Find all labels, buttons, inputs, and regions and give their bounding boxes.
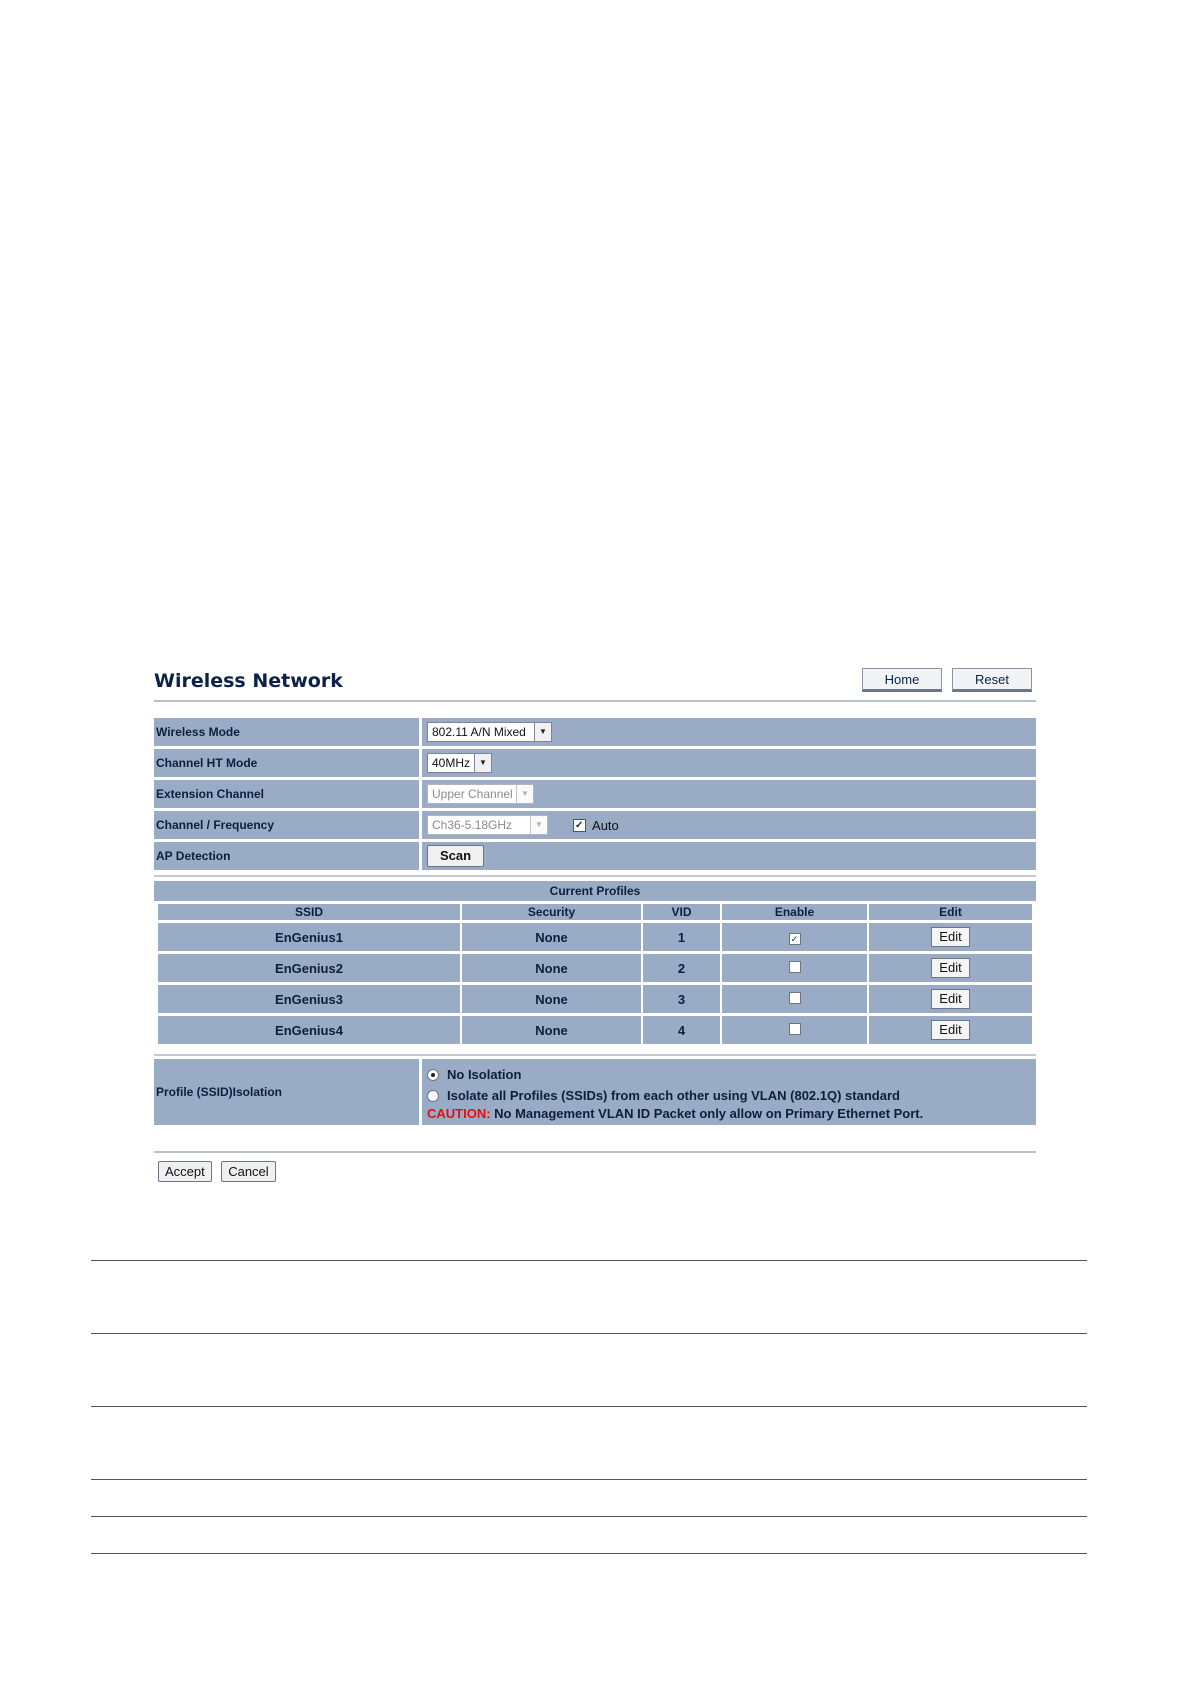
isolate-profiles-label: Isolate all Profiles (SSIDs) from each other using VLAN (802.1Q) standard: [447, 1088, 900, 1103]
divider: [154, 1151, 1036, 1153]
isolation-row: [154, 1059, 1036, 1125]
vid-cell: 1: [643, 920, 722, 951]
cancel-button[interactable]: Cancel: [221, 1161, 275, 1182]
isolation-label: Profile (SSID)Isolation: [154, 1059, 422, 1125]
ap-detection-label: AP Detection: [154, 842, 422, 870]
edit-button[interactable]: Edit: [931, 958, 969, 978]
wireless-mode-row: [154, 718, 1036, 746]
home-button[interactable]: Home: [862, 668, 942, 692]
wireless-mode-label: Wireless Mode: [154, 718, 422, 746]
channel-frequency-select[interactable]: Ch36-5.18GHz ▼: [427, 815, 548, 835]
profiles-header-row: [158, 904, 1032, 920]
divider: [154, 875, 1036, 877]
action-bar: [154, 1161, 1036, 1182]
scan-button[interactable]: Scan: [427, 845, 484, 867]
security-cell: None: [462, 920, 643, 951]
enable-checkbox[interactable]: [789, 961, 801, 973]
no-isolation-radio[interactable]: [427, 1069, 439, 1081]
column-header-enable: Enable: [722, 904, 869, 920]
auto-label: Auto: [592, 817, 619, 833]
ssid-cell: EnGenius1: [158, 920, 462, 951]
extension-channel-label: Extension Channel: [154, 780, 422, 808]
document-rule: [91, 1516, 1087, 1517]
no-isolation-label: No Isolation: [447, 1067, 522, 1082]
chevron-down-icon: ▼: [474, 754, 491, 772]
caution-text: No Management VLAN ID Packet only allow on Primary Ethernet Port.: [490, 1106, 924, 1121]
channel-ht-mode-select[interactable]: 40MHz ▼: [427, 753, 492, 773]
table-row: [158, 951, 1032, 982]
divider: [154, 1054, 1036, 1056]
column-header-ssid: SSID: [158, 904, 462, 920]
extension-channel-row: [154, 780, 1036, 808]
edit-button[interactable]: Edit: [931, 1020, 969, 1040]
caution-prefix: CAUTION:: [427, 1106, 491, 1121]
document-rule: [91, 1553, 1087, 1554]
vid-cell: 2: [643, 951, 722, 982]
chevron-down-icon: ▼: [534, 723, 551, 741]
ap-detection-row: [154, 842, 1036, 870]
edit-button[interactable]: Edit: [931, 989, 969, 1009]
edit-button[interactable]: Edit: [931, 927, 969, 947]
enable-checkbox[interactable]: [789, 1023, 801, 1035]
document-rule: [91, 1406, 1087, 1407]
settings-table: [154, 715, 1036, 873]
chevron-down-icon: ▼: [516, 785, 533, 803]
column-header-vid: VID: [643, 904, 722, 920]
wireless-network-panel: [154, 660, 1036, 1182]
security-cell: None: [462, 982, 643, 1013]
chevron-down-icon: ▼: [530, 816, 547, 834]
enable-checkbox[interactable]: ✓: [789, 933, 801, 945]
page-title: Wireless Network: [154, 670, 343, 692]
ssid-cell: EnGenius2: [158, 951, 462, 982]
isolate-profiles-radio[interactable]: [427, 1090, 439, 1102]
table-row: [158, 920, 1032, 951]
vid-cell: 3: [643, 982, 722, 1013]
column-header-edit: Edit: [869, 904, 1032, 920]
current-profiles-heading: Current Profiles: [154, 881, 1036, 901]
ssid-cell: EnGenius3: [158, 982, 462, 1013]
title-row: [154, 660, 1036, 702]
security-cell: None: [462, 951, 643, 982]
accept-button[interactable]: Accept: [158, 1161, 212, 1182]
channel-frequency-row: [154, 811, 1036, 839]
document-rule: [91, 1260, 1087, 1261]
vid-cell: 4: [643, 1013, 722, 1044]
channel-frequency-label: Channel / Frequency: [154, 811, 422, 839]
auto-checkbox[interactable]: ✓: [573, 819, 586, 832]
channel-ht-mode-row: [154, 749, 1036, 777]
column-header-security: Security: [462, 904, 643, 920]
enable-checkbox[interactable]: [789, 992, 801, 1004]
ssid-cell: EnGenius4: [158, 1013, 462, 1044]
document-rule: [91, 1479, 1087, 1480]
document-rule: [91, 1333, 1087, 1334]
extension-channel-select[interactable]: Upper Channel ▼: [427, 784, 534, 804]
caution-note: [427, 1106, 1036, 1121]
profiles-table: [158, 904, 1032, 1044]
table-row: [158, 1013, 1032, 1044]
security-cell: None: [462, 1013, 643, 1044]
table-row: [158, 982, 1032, 1013]
channel-ht-mode-label: Channel HT Mode: [154, 749, 422, 777]
wireless-mode-select[interactable]: 802.11 A/N Mixed ▼: [427, 722, 552, 742]
reset-button[interactable]: Reset: [952, 668, 1032, 692]
